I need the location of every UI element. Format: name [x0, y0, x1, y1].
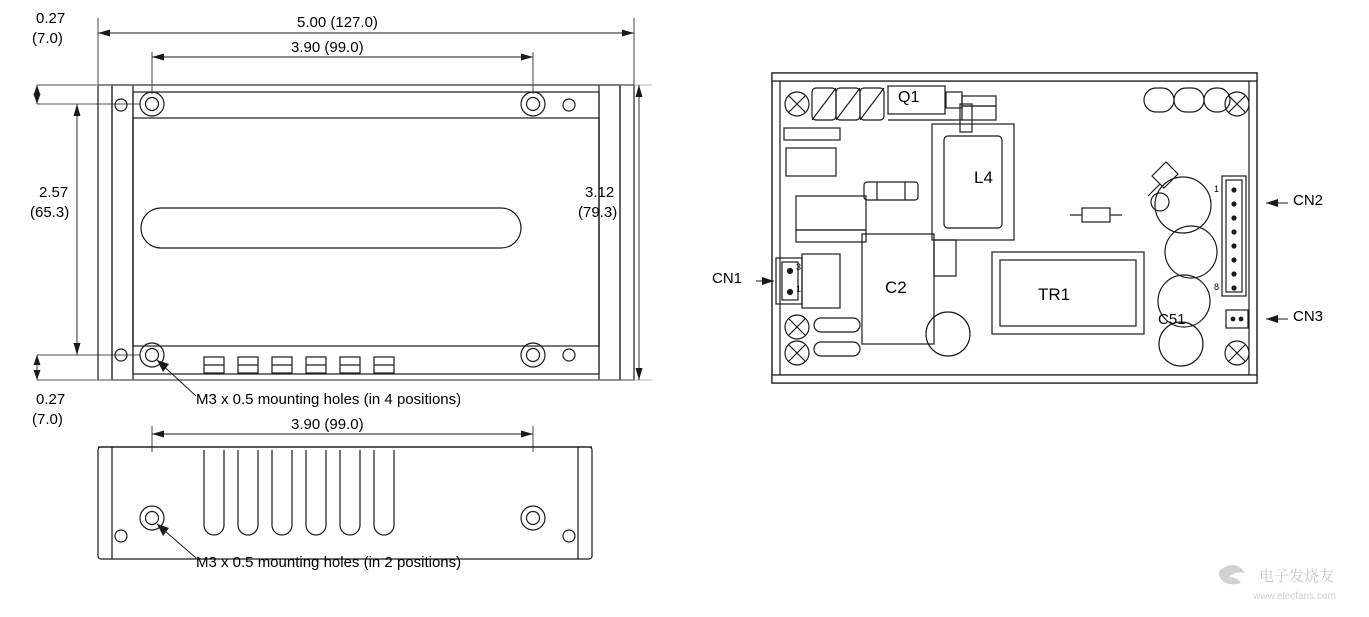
dim-overall-height-inch: 3.12	[585, 184, 615, 201]
connector-label-cn2: CN2	[1293, 192, 1324, 209]
cn2-pin-8: 8	[1214, 282, 1220, 292]
callout-mounting-holes-side: M3 x 0.5 mounting holes (in 2 positions)	[196, 554, 462, 571]
dim-overall-width-inch: 5.00	[297, 14, 327, 31]
component-label-c51: C51	[1158, 311, 1186, 328]
component-label-tr1: TR1	[1038, 285, 1071, 304]
watermark	[1219, 559, 1359, 611]
cn2-pin-1: 1	[1214, 184, 1220, 194]
dim-top-offset-mm: (7.0)	[32, 30, 63, 47]
dim-top-offset-inch: 0.27	[36, 10, 66, 27]
watermark-line2: www.elecfans.com	[1253, 591, 1336, 602]
component-label-l4: L4	[974, 168, 993, 187]
cn1-pin-1: 1	[796, 284, 802, 294]
dim-side-hole-pitch	[291, 416, 364, 434]
dim-overall-width-mm: (127.0)	[330, 14, 378, 31]
dim-side-hole-pitch-mm: (99.0)	[324, 416, 364, 433]
dim-hole-pitch-height-inch: 2.57	[39, 184, 69, 201]
dim-hole-pitch-height-mm: (65.3)	[30, 204, 70, 221]
dim-hole-pitch-width-inch: 3.90	[291, 39, 321, 56]
connector-label-cn3: CN3	[1293, 308, 1324, 325]
dim-bottom-offset-inch: 0.27	[36, 391, 66, 408]
dim-overall-height-mm: (79.3)	[578, 204, 618, 221]
watermark-line1: 电子发烧友	[1259, 567, 1335, 585]
callout-mounting-holes-top: M3 x 0.5 mounting holes (in 4 positions)	[196, 391, 462, 408]
component-label-c2: C2	[885, 278, 907, 297]
dim-overall-width	[297, 14, 378, 32]
dim-hole-pitch-width-mm: (99.0)	[324, 39, 364, 56]
component-label-q1: Q1	[898, 89, 920, 106]
connector-label-cn1: CN1	[712, 270, 743, 287]
dim-bottom-offset-mm: (7.0)	[32, 411, 63, 428]
dim-hole-pitch-width	[291, 39, 364, 57]
dim-side-hole-pitch-inch: 3.90	[291, 416, 321, 433]
cn1-pin-3: 3	[796, 262, 802, 272]
